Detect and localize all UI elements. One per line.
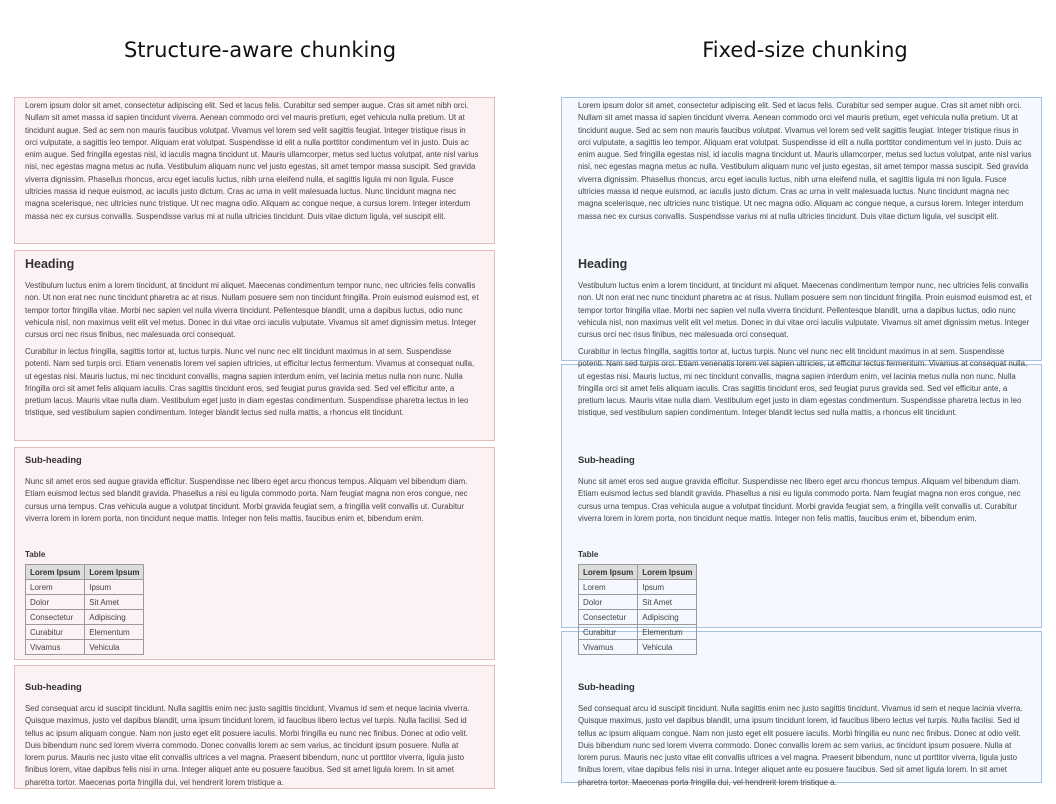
- intro-paragraph: Lorem ipsum dolor sit amet, consectetur adipiscing elit. Sed et lacus felis. Curabitur sed semper augue. Cras sit amet nibh orci. Nullam sit amet massa id sapien tincidunt viverra. Aenean commodo orci vel mauris pretium, eget vehicula nulla pretium. Ut at tincidunt augue. Sed ac sem non mauris faucibus volutpat. Vivamus vel lorem sed velit sagittis feugiat. Integer tristique risus in orci vulputate, a sagittis leo tempor. Aliquam erat volutpat. Suspendisse id elit a nulla porttitor condimentum vel in justo. Duis ac enim augue. Sed fringilla egestas nisl, id iaculis magna tincidunt ut. Mauris ullamcorper, metus sed luctus volutpat, ante nisl varius nisi, nec egestas magna metus ac nulla. Vestibulum aliquam nunc vel justo egestas, sit amet tempor massa suscipit. Sed gravida viverra dignissim. Phasellus rhoncus, arcu eget iaculis luctus, nibh urna eleifend nulla, et sagittis ligula mi non ligula. Fusce ultricies massa id neque euismod, ac iaculis justo dictum. Cras ac urna in velit malesuada luctus. Nunc tincidunt magna nec magna scelerisque, nec ultricies nunc tristique. Ut nec magna odio. Aliquam ac congue neque, a cursus lorem. Integer interdum massa nec ex cursus convallis. Suspendisse varius mi at nulla ultricies tincidunt. Duis vitae dictum ligula, vel suscipit elit.: [578, 101, 1032, 221]
- subheading-1: Sub-heading: [578, 454, 635, 465]
- fixed-size-title: Fixed-size chunking: [702, 38, 908, 62]
- table-row: [26, 595, 144, 610]
- table-row: [26, 610, 144, 625]
- table-row: [26, 580, 144, 595]
- subheading-1-paragraph: Nunc sit amet eros sed augue gravida efficitur. Suspendisse nec libero eget arcu rhoncus tempus. Aliquam vel bibendum diam. Etiam euismod lectus sed blandit gravida. Phasellus a nisi eu ligula commodo porta. Nam feugiat magna non eros congue, nec cursus urna tempus. Cras vehicula augue a volutpat tincidunt. Morbi gravida feugiat sem, a fringilla velit convallis ut. Curabitur viverra lorem in lorem porta, non tincidunt neque mattis. Integer non felis mattis, faucibus enim et, bibendum enim.: [578, 477, 1021, 523]
- table-cell: Sit Amet: [85, 595, 144, 610]
- table-row: [26, 625, 144, 640]
- table-row: [579, 610, 697, 625]
- table-cell: Curabitur: [579, 625, 638, 640]
- table-cell: Lorem: [579, 580, 638, 595]
- table-row: [579, 595, 697, 610]
- table-cell: Ipsum: [85, 580, 144, 595]
- subheading-1-paragraph: Nunc sit amet eros sed augue gravida efficitur. Suspendisse nec libero eget arcu rhoncus tempus. Aliquam vel bibendum diam. Etiam euismod lectus sed blandit gravida. Phasellus a nisi eu ligula commodo porta. Nam feugiat magna non eros congue, nec cursus urna tempus. Cras vehicula augue a volutpat tincidunt. Morbi gravida feugiat sem, a fringilla velit convallis ut. Curabitur viverra lorem in lorem porta, non tincidunt neque mattis. Integer non felis mattis, faucibus enim et, bibendum enim.: [25, 477, 468, 523]
- section-heading: Heading: [25, 257, 75, 271]
- table-cell: Dolor: [26, 595, 85, 610]
- table-cell: Adipiscing: [85, 610, 144, 625]
- table-cell: Adipiscing: [638, 610, 697, 625]
- table-cell: Dolor: [579, 595, 638, 610]
- section-paragraph-1: Vestibulum luctus enim a lorem tincidunt, at tincidunt mi aliquet. Maecenas condimentum tempor nunc, nec ultricies felis convallis non. Ut non erat nec nunc tincidunt pharetra ac at risus. Nullam posuere sem non tincidunt fringilla. Proin euismod euismod est, et tempor tortor fringilla vitae. Morbi nec sapien vel nulla viverra tincidunt. Pellentesque blandit, urna a dapibus luctus, odio nunc vehicula nisl, non maximus velit elit vel metus. Donec in dui vitae orci iaculis vulputate. Vivamus sit amet dignissim metus. Integer cursus orci nec risus finibus, nec malesuada orci consequat.: [25, 281, 479, 340]
- subheading-2-paragraph: Sed consequat arcu id suscipit tincidunt. Nulla sagittis enim nec justo sagittis tincidunt. Vivamus id sem et neque lacinia viverra. Quisque maximus, justo vel dapibus blandit, urna ipsum tincidunt lorem, id faucibus libero lectus vel turpis. Nulla facilisi. Sed id tellus ac ipsum aliquam congue. Nam non justo eget elit posuere iaculis. Morbi fringilla eu nunc nec finibus. Donec at odio velit. Duis bibendum nunc sed lorem viverra commodo. Donec convallis lorem ac sem varius, ac tincidunt ipsum posuere. Nulla at lorem purus. Mauris nec justo vitae elit convallis ultrices a vel magna. Praesent bibendum, nunc ut porttitor viverra, ligula justo finibus lorem, vitae dapibus felis nisi in urna. Integer aliquet ante eu posuere faucibus. Sed sit amet ligula lorem. In sit amet pharetra tortor. Maecenas porta fringilla dui, vel hendrerit lorem tristique a.: [25, 704, 470, 787]
- table-label: Table: [578, 550, 599, 559]
- table-cell: Vehicula: [85, 640, 144, 655]
- table-header: Lorem Ipsum: [26, 565, 85, 580]
- data-table: [25, 564, 144, 655]
- subheading-2-paragraph: Sed consequat arcu id suscipit tincidunt. Nulla sagittis enim nec justo sagittis tincidunt. Vivamus id sem et neque lacinia viverra. Quisque maximus, justo vel dapibus blandit, urna ipsum tincidunt lorem, id faucibus libero lectus vel turpis. Nulla facilisi. Sed id tellus ac ipsum aliquam congue. Nam non justo eget elit posuere iaculis. Morbi fringilla eu nunc nec finibus. Donec at odio velit. Duis bibendum nunc sed lorem viverra commodo. Donec convallis lorem ac sem varius, ac tincidunt ipsum posuere. Nulla at lorem purus. Mauris nec justo vitae elit convallis ultrices a vel magna. Praesent bibendum, nunc ut porttitor viverra, ligula justo finibus lorem, vitae dapibus felis nisi in urna. Integer aliquet ante eu posuere faucibus. Sed sit amet ligula lorem. In sit amet pharetra tortor. Maecenas porta fringilla dui, vel hendrerit lorem tristique a.: [578, 704, 1023, 787]
- section-heading: Heading: [578, 257, 628, 271]
- table-cell: Vehicula: [638, 640, 697, 655]
- section-paragraph-2: Curabitur in lectus fringilla, sagittis tortor at, luctus turpis. Nunc vel nunc nec elit tincidunt maximus in at sem. Suspendisse potenti. Nam sed turpis orci. Etiam venenatis lorem vel sapien ultricies, ut efficitur lectus fermentum. Vivamus at consequat nulla, ut egestas nisi. Mauris luctus, mi nec tincidunt convallis, magna sapien interdum enim, vel lacinia metus nulla non nunc. Nulla fringilla orci sit amet felis aliquam iaculis. Cras sagittis tincidunt eros, sed feugiat purus gravida sed. Sed vel efficitur ante, a pretium lacus. Mauris vitae nulla diam. Vestibulum eget justo in diam egestas condimentum. Suspendisse pharetra lectus in leo tristique, sed vestibulum sapien condimentum. Integer blandit lectus sed nulla mattis, a rhoncus elit tincidunt.: [25, 347, 475, 418]
- table-cell: Vivamus: [26, 640, 85, 655]
- subheading-1: Sub-heading: [25, 454, 82, 465]
- data-table: [578, 564, 697, 655]
- section-paragraph-2: Curabitur in lectus fringilla, sagittis tortor at, luctus turpis. Nunc vel nunc nec elit tincidunt maximus in at sem. Suspendisse potenti. Nam sed turpis orci. Etiam venenatis lorem vel sapien ultricies, ut efficitur lectus fermentum. Vivamus at consequat nulla, ut egestas nisi. Mauris luctus, mi nec tincidunt convallis, magna sapien interdum enim, vel lacinia metus nulla non nunc. Nulla fringilla orci sit amet felis aliquam iaculis. Cras sagittis tincidunt eros, sed feugiat purus gravida sed. Sed vel efficitur ante, a pretium lacus. Mauris vitae nulla diam. Vestibulum eget justo in diam egestas condimentum. Suspendisse pharetra lectus in leo tristique, sed vestibulum sapien condimentum. Integer blandit lectus sed nulla mattis, a rhoncus elit tincidunt.: [578, 347, 1028, 418]
- document-fixed-size: [571, 97, 1039, 787]
- table-header: Lorem Ipsum: [579, 565, 638, 580]
- intro-paragraph: Lorem ipsum dolor sit amet, consectetur adipiscing elit. Sed et lacus felis. Curabitur sed semper augue. Cras sit amet nibh orci. Nullam sit amet massa id sapien tincidunt viverra. Aenean commodo orci vel mauris pretium, eget vehicula nulla pretium. Ut at tincidunt augue. Sed ac sem non mauris faucibus volutpat. Vivamus vel lorem sed velit sagittis feugiat. Integer tristique risus in orci vulputate, a sagittis leo tempor. Aliquam erat volutpat. Suspendisse id elit a nulla porttitor condimentum vel in justo. Duis ac enim augue. Sed fringilla egestas nisl, id iaculis magna tincidunt ut. Mauris ullamcorper, metus sed luctus volutpat, ante nisl varius nisi, nec egestas magna metus ac nulla. Vestibulum aliquam nunc vel justo egestas, sit amet tempor massa suscipit. Sed gravida viverra dignissim. Phasellus rhoncus, arcu eget iaculis luctus, nibh urna eleifend nulla, et sagittis ligula mi non ligula. Fusce ultricies massa id neque euismod, ac iaculis justo dictum. Cras ac urna in velit malesuada luctus. Nunc tincidunt magna nec magna scelerisque, nec ultricies nunc tristique. Ut nec magna odio. Aliquam ac congue neque, a cursus lorem. Integer interdum massa nec ex cursus convallis. Suspendisse varius mi at nulla ultricies tincidunt. Duis vitae dictum ligula, vel suscipit elit.: [25, 101, 479, 221]
- table-row: [579, 580, 697, 595]
- table-row: [26, 640, 144, 655]
- table-cell: Sit Amet: [638, 595, 697, 610]
- section-paragraph-1: Vestibulum luctus enim a lorem tincidunt, at tincidunt mi aliquet. Maecenas condimentum tempor nunc, nec ultricies felis convallis non. Ut non erat nec nunc tincidunt pharetra ac at risus. Nullam posuere sem non tincidunt fringilla. Proin euismod euismod est, et tempor tortor fringilla vitae. Morbi nec sapien vel nulla viverra tincidunt. Pellentesque blandit, urna a dapibus luctus, odio nunc vehicula nisl, non maximus velit elit vel metus. Donec in dui vitae orci iaculis vulputate. Vivamus sit amet dignissim metus. Integer cursus orci nec risus finibus, nec malesuada orci consequat.: [578, 281, 1032, 340]
- table-cell: Elementum: [85, 625, 144, 640]
- table-label: Table: [25, 550, 46, 559]
- document-structure-aware: [18, 97, 486, 787]
- table-row: [579, 625, 697, 640]
- table-cell: Consectetur: [26, 610, 85, 625]
- table-cell: Vivamus: [579, 640, 638, 655]
- table-cell: Consectetur: [579, 610, 638, 625]
- table-cell: Ipsum: [638, 580, 697, 595]
- structure-aware-title: Structure-aware chunking: [123, 38, 397, 62]
- subheading-2: Sub-heading: [578, 681, 635, 692]
- table-cell: Curabitur: [26, 625, 85, 640]
- table-header: Lorem Ipsum: [638, 565, 697, 580]
- table-cell: Lorem: [26, 580, 85, 595]
- table-row: [579, 640, 697, 655]
- subheading-2: Sub-heading: [25, 681, 82, 692]
- table-cell: Elementum: [638, 625, 697, 640]
- table-header: Lorem Ipsum: [85, 565, 144, 580]
